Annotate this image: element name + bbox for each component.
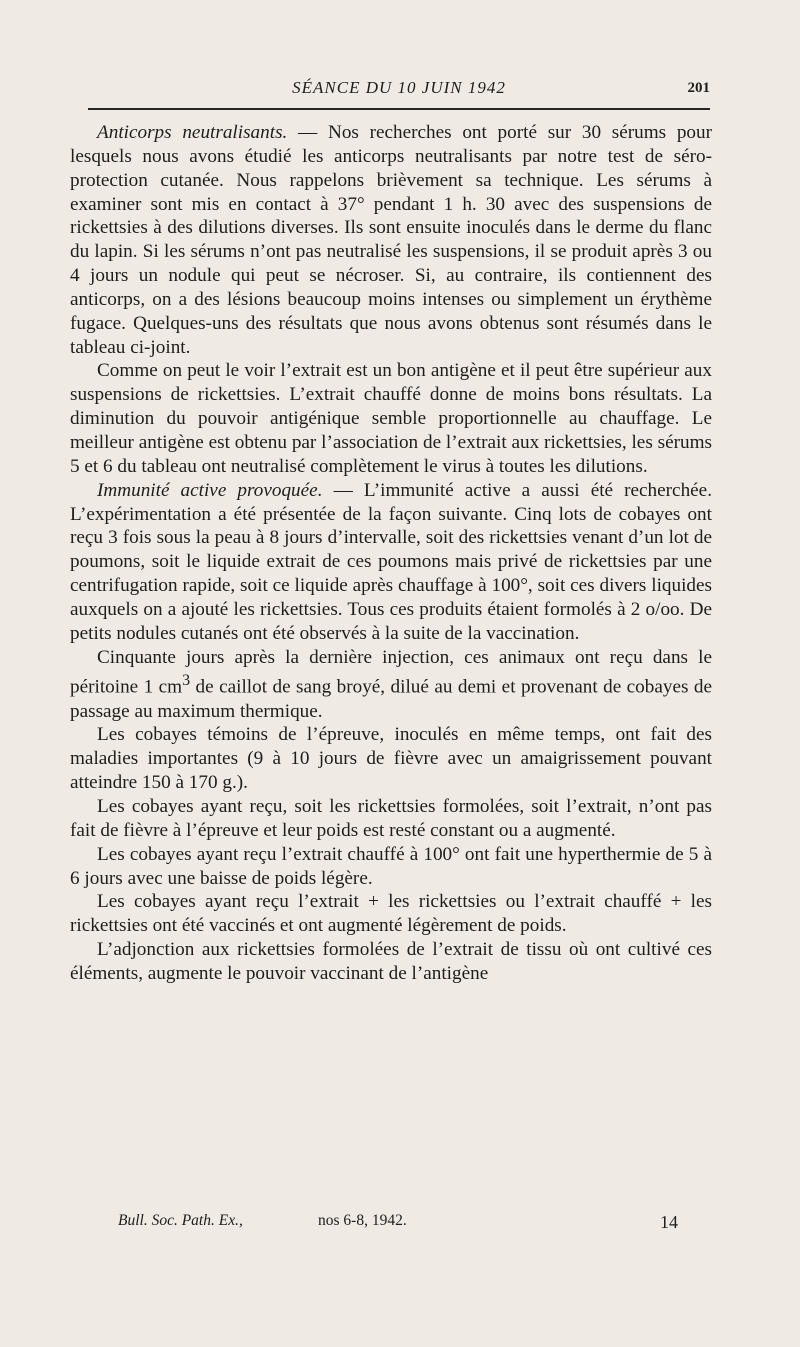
paragraph: Les cobayes ayant reçu, soit les rickettsies formolées, soit l’extrait, n’ont pas fait de fièvre à l’épreuve et leur poids est resté constant ou a augmenté. xyxy=(70,796,712,841)
paragraph: Les cobayes ayant reçu l’extrait chauffé à 100° ont fait une hyperthermie de 5 à 6 jours avec une baisse de poids légère. xyxy=(70,843,712,889)
superscript: 3 xyxy=(182,672,191,690)
paragraph-text: Cinquante jours après la dernière injection, ces animaux ont reçu dans le péritoine 1 cm xyxy=(70,646,712,698)
paragraph-text: — Nos recherches ont porté sur 30 sérums pour lesquels nous avons étudié les anticorps neutralisants par notre test de séro-protection cutanée. Nous rappelons brièvement sa technique. Les sérums à examiner sont mis en contact à 37° pendant 1 h. 30 avec des suspensions de rickettsies à des dilutions diverses. Ils sont ensuite inoculés dans le derme du flanc du lapin. Si les sérums n’ont pas neutralisé les suspensions, il se produit après 3 ou 4 jours un nodule qui peut se nécroser. Si, au contraire, ils contiennent des anticorps, on a des lésions beaucoup moins intenses ou simplement un érythème fugace. Quelques-uns des résultats que nous avons obtenus sont résumés dans le tableau ci-joint. xyxy=(70,122,713,358)
running-title: SÉANCE DU 10 JUIN 1942 xyxy=(292,78,506,97)
paragraph: Comme on peut le voir l’extrait est un bon antigène et il peut être supérieur aux suspensions de rickettsies. L’extrait chauffé donne de moins bons résultats. La diminution du pouvoir antigénique semble proportionnelle au chauffage. Le meilleur antigène est obtenu par l’association de l’extrait aux rickettsies, les sérums 5 et 6 du tableau ont neutralisé complètement le virus à toutes les dilutions. xyxy=(70,360,712,477)
paragraph: Les cobayes témoins de l’épreuve, inoculés en même temps, ont fait des maladies importantes (9 à 10 jours de fièvre avec un amaigrissement pouvant atteindre 150 à 170 g.). xyxy=(70,724,712,794)
paragraph xyxy=(70,479,712,646)
page-header xyxy=(88,78,710,106)
paragraph xyxy=(70,646,712,724)
paragraph-text: — L’immunité active a aussi été recherchée. L’expérimentation a été présentée de la façon suivante. Cinq lots de cobayes ont reçu 3 fois sous la peau à 8 jours d’intervalle, soit des rickettsies venant d’un lot de poumons, soit le liquide extrait de ces poumons mais privé de rickettsies par une centrifugation rapide, soit ce liquide après chauffage à 100°, soit ces divers liquides auxquels on a ajouté les rickettsies. Tous ces produits étaient formolés à 2 o/oo. De petits nodules cutanés ont été observés à la suite de la vaccination. xyxy=(70,479,713,644)
paragraph: L’adjonction aux rickettsies formolées de l’extrait de tissu où ont cultivé ces éléments, augmente le pouvoir vaccinant de l’antigène xyxy=(70,939,712,984)
article-body xyxy=(70,121,712,986)
section-lead: Anticorps neutralisants. xyxy=(97,122,288,143)
page-number: 201 xyxy=(687,80,710,96)
header-rule xyxy=(88,108,710,110)
footer-journal: Bull. Soc. Path. Ex., xyxy=(118,1212,243,1229)
paragraph xyxy=(70,121,712,359)
paragraph: Les cobayes ayant reçu l’extrait + les rickettsies ou l’extrait chauffé + les rickettsies ont été vaccinés et ont augmenté légèrement de poids. xyxy=(70,891,712,937)
signature-mark: 14 xyxy=(660,1212,678,1232)
footer-issue: nos 6-8, 1942. xyxy=(318,1212,407,1229)
section-lead: Immunité active provoquée. xyxy=(97,479,323,501)
page-footer xyxy=(118,1212,678,1238)
paragraph-text: de caillot de sang broyé, dilué au demi et provenant de cobayes de passage au maximum thermique. xyxy=(70,676,712,722)
